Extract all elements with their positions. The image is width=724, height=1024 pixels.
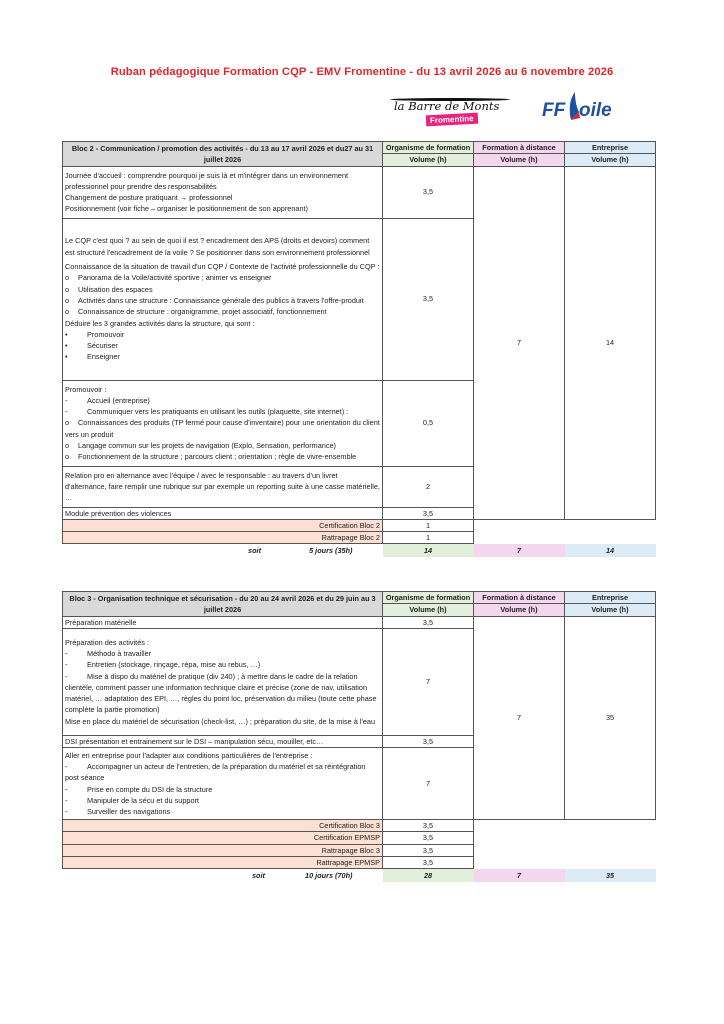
col-distance-header: Formation à distance [474,142,565,154]
dash-bullet-icon: - [65,395,68,405]
desc-line: Le CQP c'est quoi ? au sein de quoi il est ? encadrement des APS (droits et devoirs) comment est structuré l'encadrement de la voile ? Se positionner dans son environnement professionnel [65,236,370,257]
desc-line: Langage commun sur les projets de navigation (Explo, Sensation, performance) [78,441,336,451]
desc-line: Méthodo à travailler [87,649,152,658]
row-description [63,166,383,218]
dash-bullet-icon: - [65,649,68,658]
summary-entreprise: 14 [565,544,656,557]
desc-line: Enseigner [87,352,120,362]
organisme-volume: 7 [383,628,474,735]
desc-line: Préparation des activités : [65,637,149,647]
summary-organisme: 14 [383,544,474,557]
dash-bullet-icon: - [65,407,68,417]
desc-line: Accueil (entreprise) [87,395,150,405]
ffvoile-logo [540,92,620,128]
col-distance-header: Formation à distance [474,592,565,604]
logo-fromentine-tag: Fromentine [426,113,478,127]
certification-label: Certification Bloc 2 [63,519,383,531]
organisme-volume: 3,5 [383,218,474,380]
certification-row [63,844,656,856]
dash-bullet-icon: - [65,807,68,817]
desc-line: Promouvoir [87,329,125,339]
volume-header: Volume (h) [383,604,474,616]
certification-row [63,532,656,544]
certification-label: Rattrapage Bloc 3 [63,844,383,856]
desc-line: Connaissance de la situation de travail d'un CQP / Contexte de l'activité professionnelle du CQP : [65,262,380,272]
certification-value: 1 [383,532,474,544]
desc-line: Aller en entreprise pour l'adapter aux conditions particulières de l'entreprise : [65,750,313,760]
summary-entreprise: 35 [565,869,656,882]
circle-bullet-icon: o [65,441,70,451]
dash-bullet-icon: - [65,762,68,772]
summary-row [63,544,656,557]
volume-header: Volume (h) [565,604,656,616]
volume-header: Volume (h) [565,154,656,166]
organisme-volume: 7 [383,748,474,820]
volume-header: Volume (h) [383,154,474,166]
col-organisme-header: Organisme de formation [383,142,474,154]
desc-line: Connaissances des produits (TP fermé pour cause d'inventaire) pour une orientation du client vers un produit [65,418,380,439]
circle-bullet-icon: o [65,284,70,294]
dash-bullet-icon: - [65,671,68,681]
summary-days: 10 jours (70h) [305,870,353,880]
bullet-icon: • [65,329,68,339]
circle-bullet-icon: o [65,273,70,283]
certification-label: Rattrapage Bloc 2 [63,532,383,544]
organisme-volume: 0,5 [383,380,474,466]
certification-row [63,519,656,531]
row-description: Préparation matérielle [63,616,383,628]
summary-days: 5 jours (35h) [309,546,353,556]
row-description: DSI présentation et entrainement sur le DSI – manipulation sécu, mouiller, etc… [63,735,383,747]
distance-volume: 7 [474,616,565,820]
logo-ff-text: FF [542,100,566,121]
desc-line: Mise en place du matériel de sécurisation (check-list, …) ; préparation du site, de la mise à l'eau [65,716,376,726]
summary-row [63,869,656,882]
table-row [63,166,656,218]
col-entreprise-header: Entreprise [565,142,656,154]
logo-script-text: la Barre de Monts [394,99,500,113]
desc-line: Journée d'accueil : comprendre pourquoi je suis là et m'intégrer dans un environnement professionnel pour prendre des responsabilités [65,170,349,191]
desc-line: Entretien (stockage, rinçage, répa, mise au rebus, …) [87,660,261,670]
distance-volume: 7 [474,166,565,519]
certification-value: 3,5 [383,857,474,869]
bloc3-header: Bloc 3 - Organisation technique et sécurisation - du 20 au 24 avril 2026 et du 29 juin au 3 juillet 2026 [63,592,383,617]
desc-line: Prise en compte du DSI de la structure [87,784,213,794]
organisme-volume: 3,5 [383,507,474,519]
row-description [63,466,383,507]
bullet-icon: • [65,352,68,362]
circle-bullet-icon: o [65,418,70,428]
organisme-volume: 3,5 [383,166,474,218]
desc-line: Fonctionnement de la structure ; parcours client ; orientation ; règle de vivre-ensemble [78,452,357,462]
desc-line: Connaissance de structure : organigramme, projet associatif, fonctionnement [78,307,327,317]
circle-bullet-icon: o [65,295,70,305]
organisme-volume: 2 [383,466,474,507]
summary-organisme: 28 [383,869,474,882]
certification-value: 3,5 [383,844,474,856]
desc-line: Activités dans une structure : Connaissance générale des publics à travers l'offre-produit [78,295,364,305]
desc-line: Promouvoir : [65,384,107,394]
table-row [63,616,656,628]
row-description [63,748,383,820]
volume-header: Volume (h) [474,604,565,616]
dash-bullet-icon: - [65,660,68,670]
entreprise-volume: 14 [565,166,656,519]
desc-line: Changement de posture pratiquant → professionnel [65,193,233,203]
desc-line: Surveiller des navigations [87,807,171,817]
desc-line: Déduire les 3 grandes activités dans la structure, qui sont : [65,318,255,328]
desc-line: Utilisation des espaces [78,284,153,294]
bullet-icon: • [65,341,68,351]
col-entreprise-header: Entreprise [565,592,656,604]
certification-value: 1 [383,519,474,531]
certification-label: Certification EPMSP [63,832,383,844]
bloc2-table [62,141,656,557]
volume-header: Volume (h) [474,154,565,166]
dash-bullet-icon: - [65,795,68,805]
certification-label: Rattrapage EPMSP [63,857,383,869]
certification-row [63,820,656,832]
summary-distance: 7 [474,544,565,557]
certification-row [63,832,656,844]
organisme-volume: 3,5 [383,616,474,628]
desc-line: Communiquer vers les pratiquants en utilisant les outils (plaquette, site internet) : [87,407,349,417]
summary-distance: 7 [474,869,565,882]
row-description: Module prévention des violences [63,507,383,519]
certification-value: 3,5 [383,820,474,832]
desc-line: Panorama de la Voile/activité sportive ; animer vs enseigner [78,273,272,283]
col-organisme-header: Organisme de formation [383,592,474,604]
certification-row [63,857,656,869]
certification-label: Certification Bloc 3 [63,820,383,832]
desc-line: Manipuler de la sécu et du support [87,795,199,805]
desc-line: Relation pro en alternance avec l'équipe / avec le responsable : au travers d'un livret d'alternance, faire remplir une rubrique sur par exemple un reporting suite à une casse matérielle, … [65,470,380,503]
bloc3-table [62,591,656,882]
row-description [63,218,383,380]
certification-value: 3,5 [383,832,474,844]
desc-line: Mise à dispo du matériel de pratique (div 240) ; à mettre dans le cadre de la relation clientèle, comment passer une information technique claire et précise (zone de nav, utilisation matériel, … adaptation des EPI, …, règles du point loc, préservation du milieu (toute cette phase complète la partie promotion) [65,671,377,715]
document-title: Ruban pédagogique Formation CQP - EMV Fromentine - du 13 avril 2026 au 6 novembre 2026 [110,66,614,78]
bloc2-header: Bloc 2 - Communication / promotion des activités - du 13 au 17 avril 2026 et du27 au 31 juillet 2026 [63,142,383,167]
barre-de-monts-logo [386,94,512,130]
desc-line: Accompagner un acteur de l'entretien, de la préparation du matériel et sa réintégration post séance [65,762,366,783]
summary-soit: soit [251,870,265,880]
desc-line: Sécuriser [87,341,118,351]
desc-line: Positionnement (voir fiche – organiser le positionnement de son apprenant) [65,204,308,214]
organisme-volume: 3,5 [383,735,474,747]
circle-bullet-icon: o [65,307,70,317]
dash-bullet-icon: - [65,784,68,794]
logo-oile-text: oile [579,100,612,121]
row-description [63,628,383,735]
row-description [63,380,383,466]
summary-soit: soit [248,546,262,556]
summary-label [63,544,383,557]
entreprise-volume: 35 [565,616,656,820]
summary-label [63,869,383,882]
circle-bullet-icon: o [65,452,70,462]
